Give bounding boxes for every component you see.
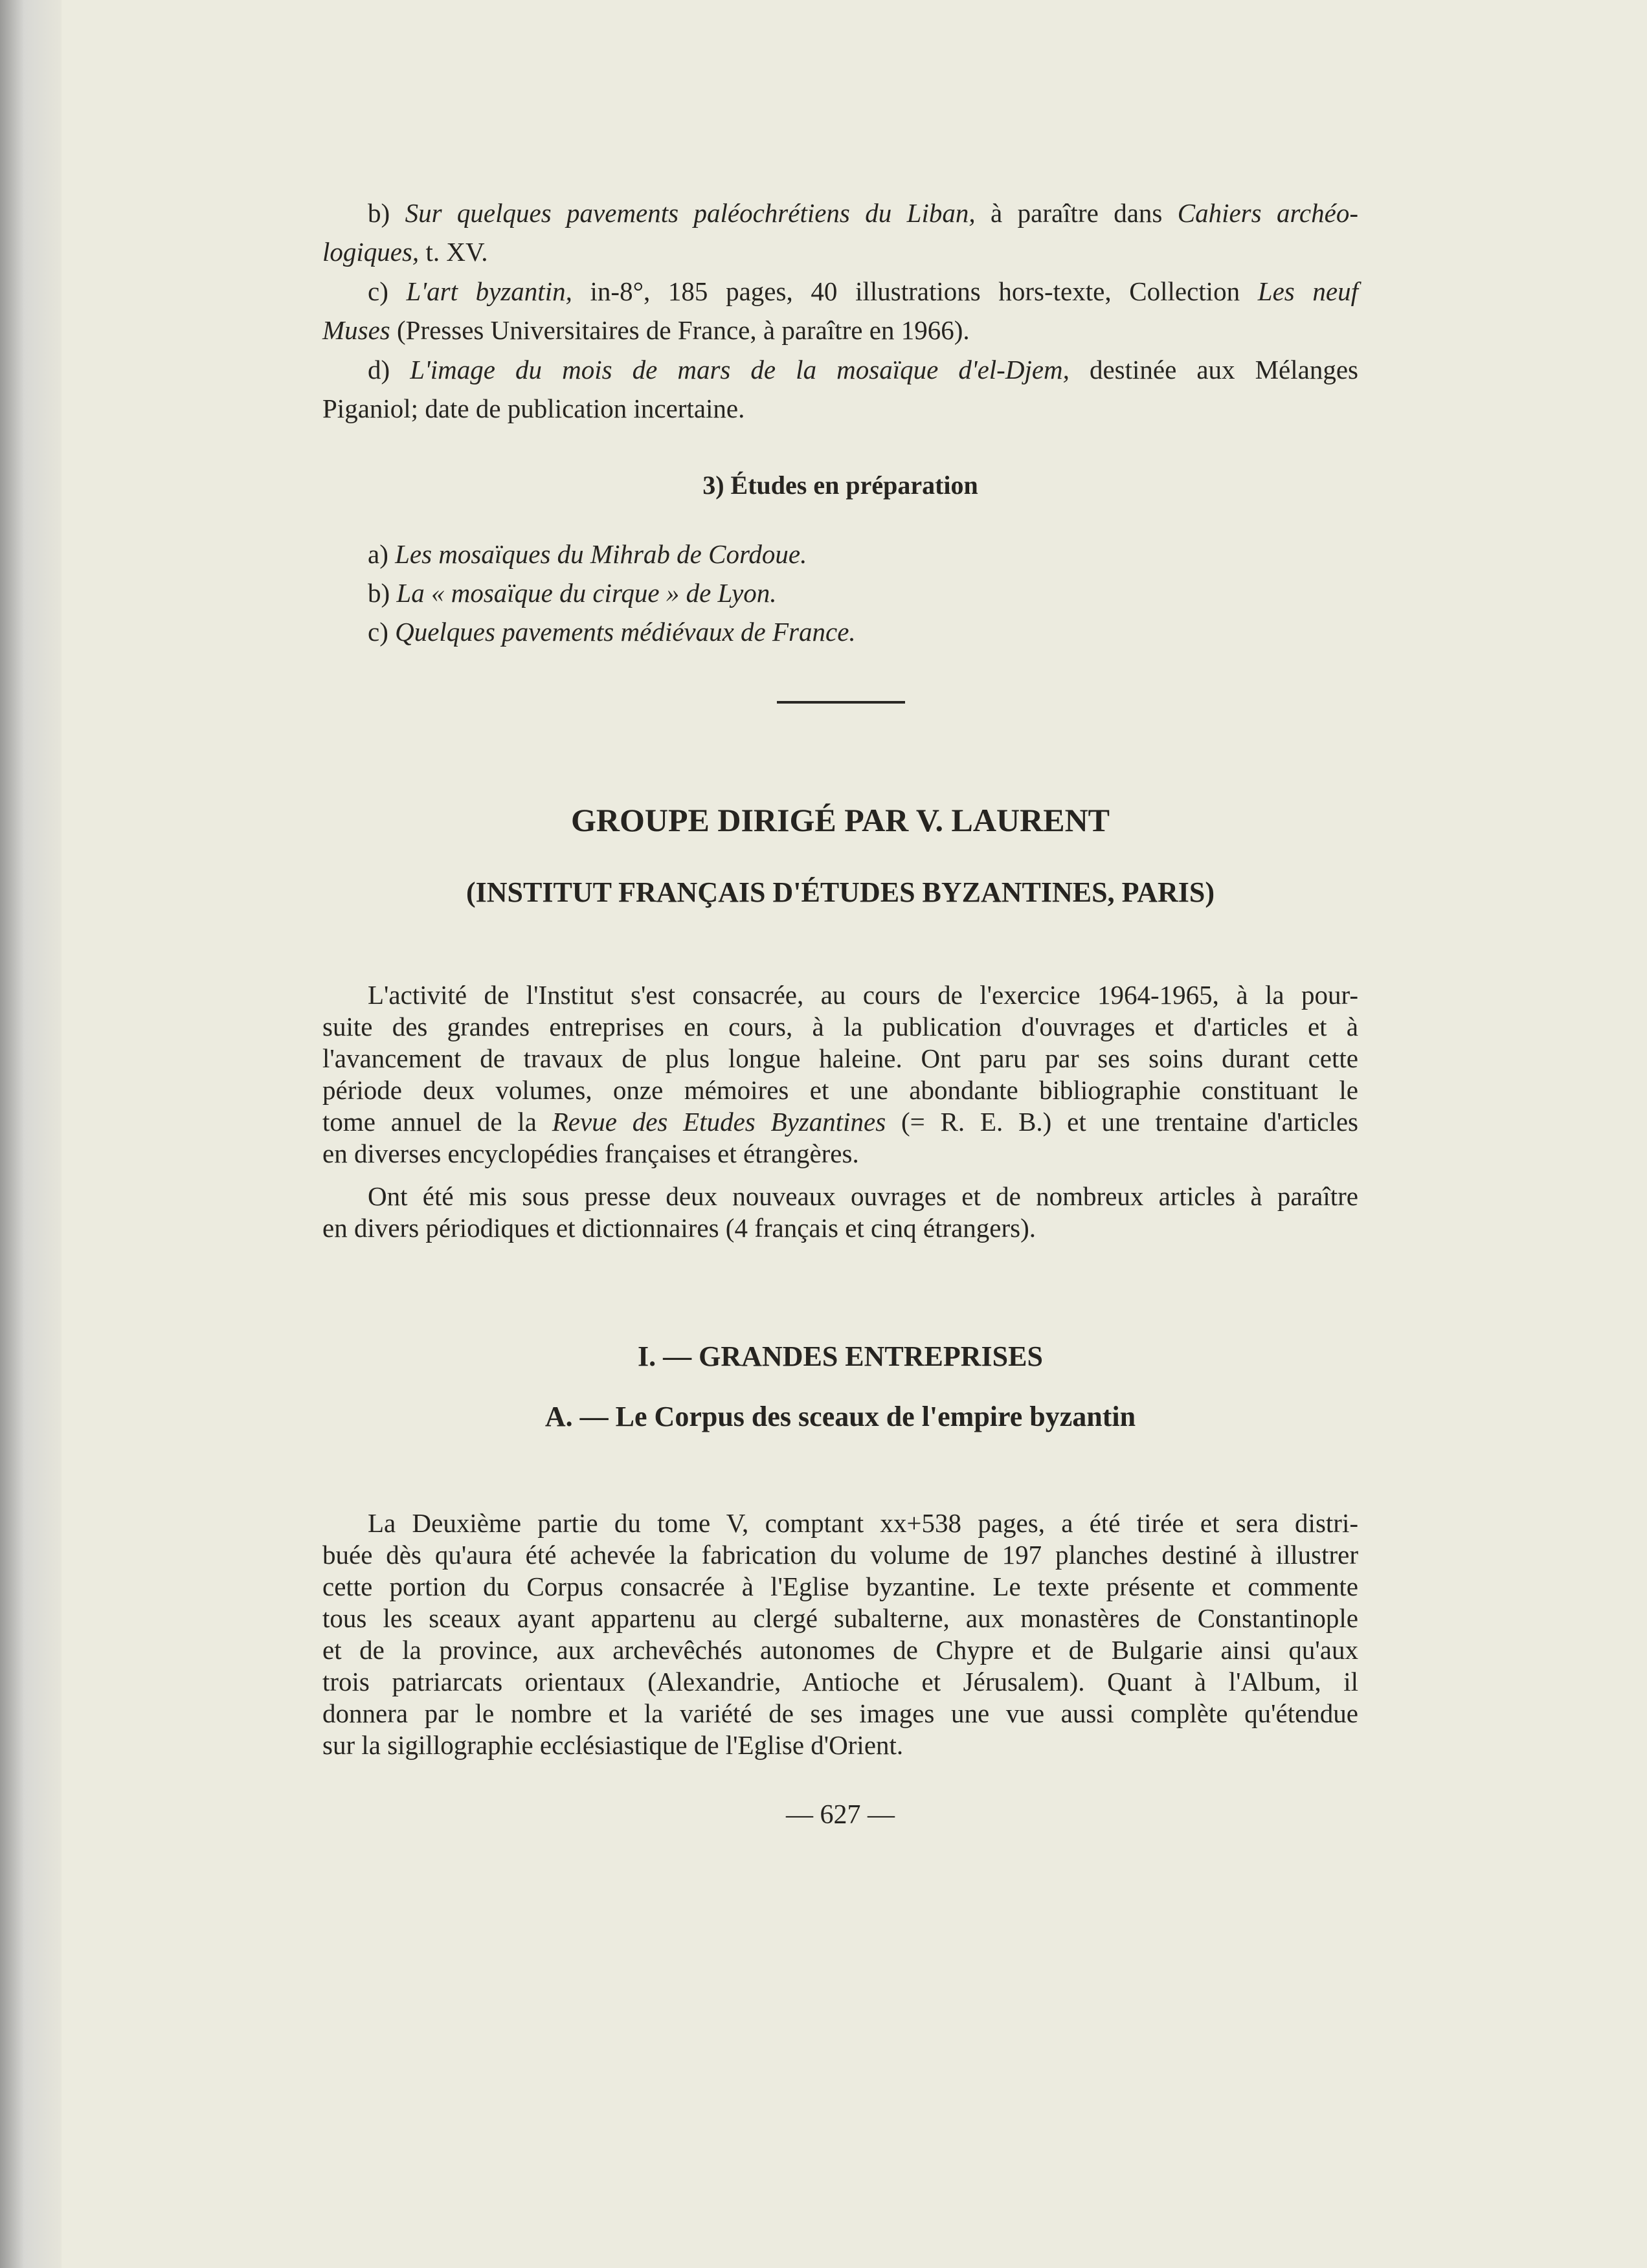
text-line: b) Sur quelques pavements paléochrétiens du Liban, à paraître dans Cahiers archéo- <box>368 198 1358 228</box>
text-line: Ont été mis sous presse deux nouveaux ouvrages et de nombreux articles à paraître <box>368 1181 1358 1211</box>
text-line: La Deuxième partie du tome V, comptant xx+538 pages, a été tirée et sera distri- <box>368 1508 1358 1538</box>
text-line: période deux volumes, onze mémoires et une abondante bibliographie constituant le <box>322 1075 1358 1105</box>
scan-edge <box>0 0 62 2268</box>
etudes-heading: 3) Études en préparation <box>702 471 978 500</box>
groupe-title: GROUPE DIRIGÉ PAR V. LAURENT <box>570 802 1110 838</box>
text-line: tous les sceaux ayant appartenu au clergé subalterne, aux monastères de Constantinople <box>322 1603 1358 1633</box>
text-line: L'activité de l'Institut s'est consacrée, au cours de l'exercice 1964-1965, à la pour- <box>368 980 1358 1010</box>
groupe-paragraph-2 <box>322 1181 1358 1244</box>
text-line: en divers périodiques et dictionnaires (4 français et cinq étrangers). <box>322 1213 1036 1243</box>
groupe-subtitle: (INSTITUT FRANÇAIS D'ÉTUDES BYZANTINES, PARIS) <box>465 876 1215 908</box>
publication-d <box>322 350 1358 428</box>
text-line: logiques, t. XV. <box>322 237 488 267</box>
groupe-paragraph-1 <box>322 979 1358 1170</box>
etudes-list <box>322 535 1358 651</box>
text-line: tome annuel de la Revue des Etudes Byzantines (= R. E. B.) et une trentaine d'articles <box>322 1107 1358 1137</box>
text-line: d) L'image du mois de mars de la mosaïque d'el-Djem, destinée aux Mélanges <box>368 355 1358 384</box>
section-heading: I. — GRANDES ENTREPRISES <box>638 1340 1043 1372</box>
list-item: b) La « mosaïque du cirque » de Lyon. <box>368 578 777 608</box>
text-line: l'avancement de travaux de plus longue haleine. Ont paru par ses soins durant cette <box>322 1043 1358 1073</box>
text-line: c) L'art byzantin, in-8°, 185 pages, 40 illustrations hors-texte, Collection Les neuf <box>368 276 1358 306</box>
publication-b <box>322 194 1358 271</box>
text-line: Piganiol; date de publication incertaine. <box>322 394 745 423</box>
text-line: et de la province, aux archevêchés autonomes de Chypre et de Bulgarie ainsi qu'aux <box>322 1635 1358 1665</box>
page-number: — 627 — <box>786 1800 895 1830</box>
list-item: a) Les mosaïques du Mihrab de Cordoue. <box>368 539 807 569</box>
text-line: sur la sigillographie ecclésiastique de l'Eglise d'Orient. <box>322 1730 904 1760</box>
section-divider <box>777 701 905 704</box>
corpus-paragraph <box>322 1507 1358 1761</box>
publication-c <box>322 272 1358 350</box>
text-line: trois patriarcats orientaux (Alexandrie, Antioche et Jérusalem). Quant à l'Album, il <box>322 1667 1358 1696</box>
text-line: suite des grandes entreprises en cours, à la publication d'ouvrages et d'articles et à <box>322 1012 1358 1041</box>
list-item: c) Quelques pavements médiévaux de France. <box>368 617 856 647</box>
text-line: cette portion du Corpus consacrée à l'Eglise byzantine. Le texte présente et commente <box>322 1572 1358 1601</box>
section-subheading: A. — Le Corpus des sceaux de l'empire byzantin <box>544 1401 1136 1432</box>
text-line: buée dès qu'aura été achevée la fabrication du volume de 197 planches destiné à illustrer <box>322 1540 1358 1570</box>
text-line: en diverses encyclopédies françaises et étrangères. <box>322 1139 859 1168</box>
text-line: Muses (Presses Universitaires de France, à paraître en 1966). <box>322 315 970 345</box>
text-line: donnera par le nombre et la variété de ses images une vue aussi complète qu'étendue <box>322 1698 1358 1728</box>
